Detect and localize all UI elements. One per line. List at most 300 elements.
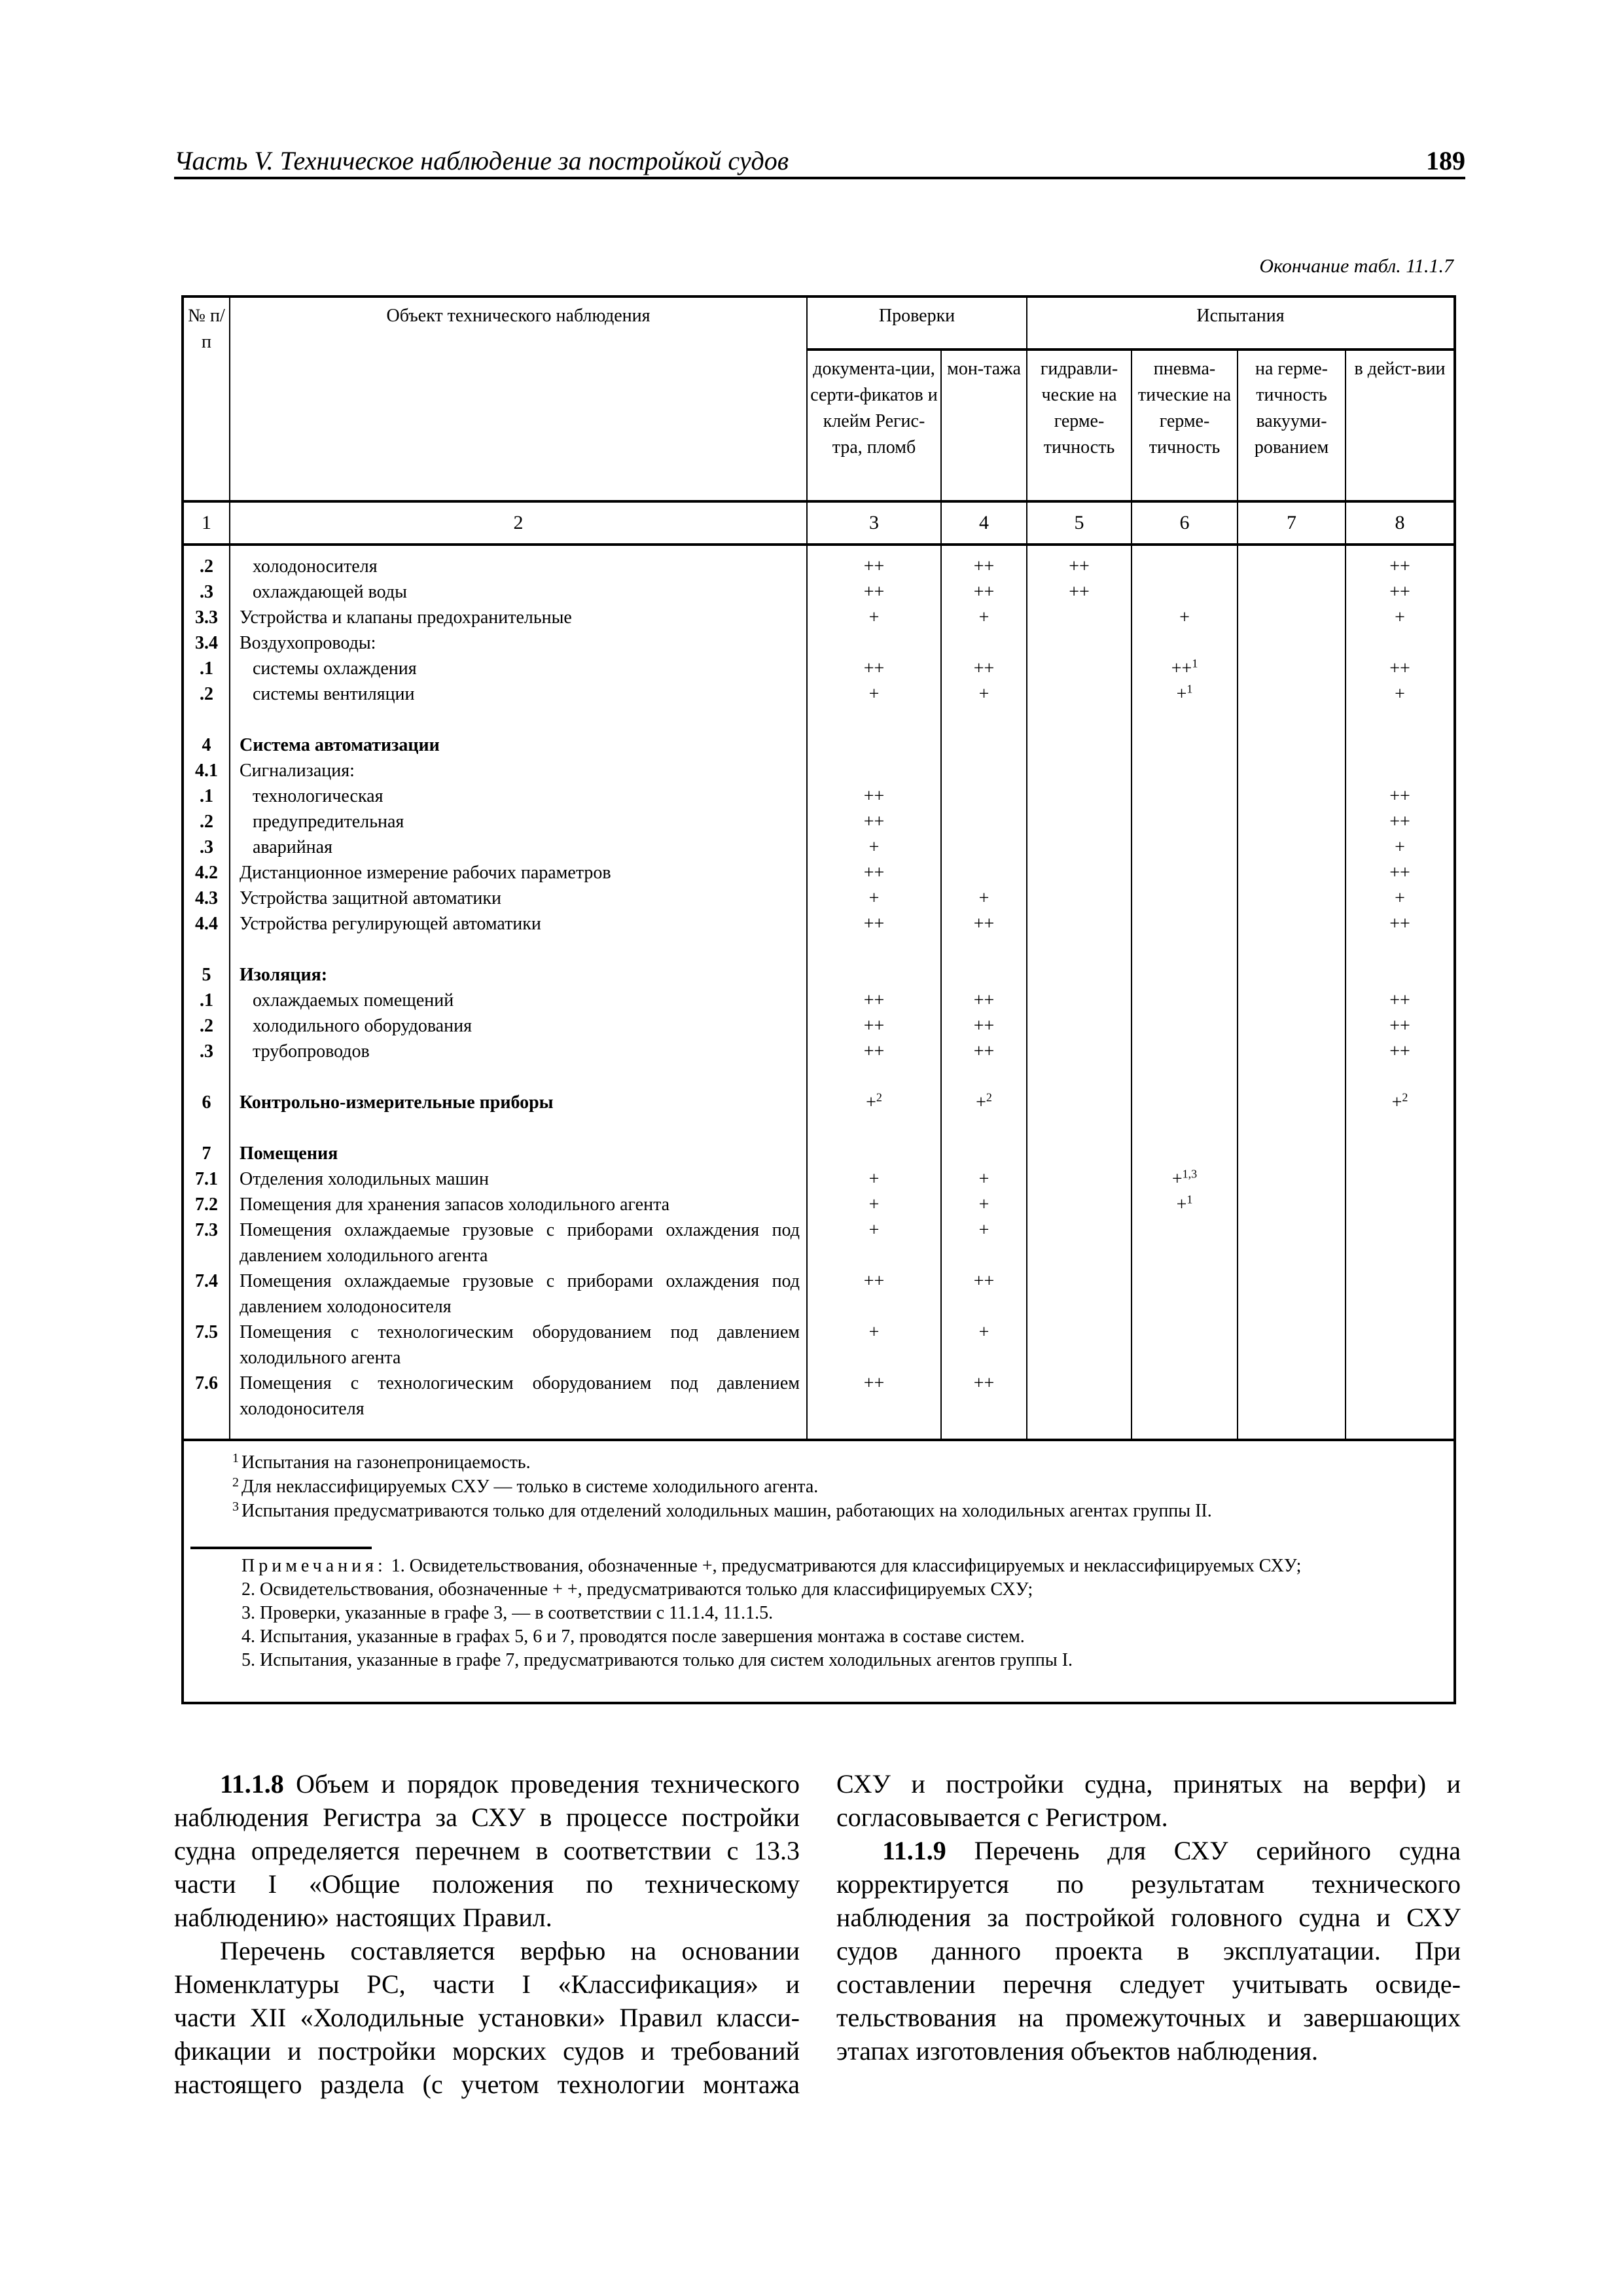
row-mark-col-6: [1132, 1192, 1238, 1217]
mark: +: [1176, 1194, 1187, 1215]
row-mark-col-3: [807, 554, 941, 579]
mark: +: [978, 1169, 990, 1189]
row-mark-col-4: [941, 962, 1027, 988]
row-mark-col-6: [1132, 681, 1238, 707]
row-mark-col-4: [941, 758, 1027, 783]
row-object: технологическая: [230, 783, 807, 809]
text-line: [836, 1934, 1461, 1967]
mark: +: [868, 1194, 880, 1215]
text-line: [174, 1901, 800, 1934]
row-number: 4.4: [183, 911, 230, 937]
mark: ++: [863, 658, 885, 679]
line-text: корректируется по результатам технического: [836, 1869, 1461, 1899]
row-mark-col-4: [941, 988, 1027, 1013]
mark: ++: [863, 914, 885, 934]
row-mark-col-7: [1238, 554, 1346, 579]
row-object: Система автоматизации: [230, 732, 807, 758]
row-object: холодоносителя: [230, 554, 807, 579]
page-number: 189: [1426, 146, 1465, 175]
mark: +: [868, 607, 880, 628]
row-mark-col-8: [1346, 605, 1455, 630]
mark: ++: [1069, 582, 1090, 602]
row-mark-col-8: [1346, 962, 1455, 988]
line-text: тельствования на промежуточных и завершающих: [836, 2003, 1461, 2032]
row-mark-col-8: [1346, 1217, 1455, 1268]
text-line: [836, 1767, 1461, 1801]
row-number: 6: [183, 1090, 230, 1115]
row-mark-col-8: [1346, 579, 1455, 605]
row-mark-col-7: [1238, 1013, 1346, 1039]
line-text: части XII «Холодильные установки» Правил класси-: [174, 2003, 800, 2032]
mark: ++: [863, 863, 885, 883]
row-object: Сигнализация:: [230, 758, 807, 783]
row-object: холодильного оборудования: [230, 1013, 807, 1039]
text-column-right: [836, 1767, 1461, 2068]
mark: ++: [973, 914, 995, 934]
row-mark-col-3: [807, 809, 941, 834]
row-number: 7.2: [183, 1192, 230, 1217]
line-text: Номенклатуры РС, части I «Классификация» и: [174, 1969, 800, 1999]
mark: +: [1395, 888, 1405, 908]
row-mark-col-8: [1346, 1039, 1455, 1064]
mark: +: [866, 1092, 876, 1113]
mark: ++: [1171, 658, 1192, 679]
row-mark-col-5: [1027, 783, 1132, 809]
mark: +: [868, 888, 880, 908]
mark: +: [978, 1220, 990, 1240]
row-mark-col-7: [1238, 809, 1346, 834]
row-number: 4.2: [183, 860, 230, 886]
row-mark-col-4: [941, 630, 1027, 656]
mark: +: [1171, 1169, 1183, 1189]
row-mark-col-3: [807, 1141, 941, 1166]
line-text: фикации и постройки морских судов и требований: [174, 2036, 800, 2066]
text-line: [174, 1834, 800, 1867]
row-mark-col-6: [1132, 656, 1238, 681]
line-text: СХУ и постройки судна, принятых на верфи) и: [836, 1769, 1461, 1799]
mark: +: [868, 684, 880, 704]
row-mark-col-5: [1027, 732, 1132, 758]
table-row: [183, 860, 1455, 886]
text-line: [174, 1934, 800, 1967]
row-mark-col-6: [1132, 886, 1238, 911]
mark: ++: [973, 1373, 995, 1393]
table-row: [183, 579, 1455, 605]
mark: ++: [863, 1271, 885, 1291]
table-row: [183, 758, 1455, 783]
mark: +: [1176, 684, 1187, 704]
row-mark-col-3: [807, 732, 941, 758]
column-number: 3: [807, 501, 941, 545]
row-mark-col-8: [1346, 911, 1455, 937]
row-number: .3: [183, 579, 230, 605]
row-mark-col-6: [1132, 1319, 1238, 1371]
row-mark-col-6: [1132, 1141, 1238, 1166]
spacer-row: [183, 937, 1455, 962]
mark: +: [868, 1220, 880, 1240]
note-text: 3. Проверки, указанные в графе 3, — в соответствии с 11.1.4, 11.1.5.: [241, 1603, 774, 1623]
table-row: [183, 1268, 1455, 1319]
row-mark-col-6: [1132, 630, 1238, 656]
row-number: 4: [183, 732, 230, 758]
mark: ++: [1389, 556, 1410, 577]
row-mark-col-6: [1132, 962, 1238, 988]
row-mark-col-3: [807, 860, 941, 886]
text-line: [836, 1834, 1461, 1867]
row-number: .2: [183, 809, 230, 834]
table-row: [183, 783, 1455, 809]
row-mark-col-4: [941, 1192, 1027, 1217]
row-number: 7.1: [183, 1166, 230, 1192]
row-object: трубопроводов: [230, 1039, 807, 1064]
row-mark-col-8: [1346, 1268, 1455, 1319]
spacer-row: [183, 707, 1455, 732]
line-text: наблюдения за постройкой головного судна и СХУ: [836, 1903, 1461, 1932]
footnote-ref: 1: [1192, 656, 1198, 670]
table-row: [183, 834, 1455, 860]
mark: ++: [1389, 1041, 1410, 1062]
mark: ++: [973, 658, 995, 679]
table-row: [183, 1319, 1455, 1371]
row-mark-col-6: [1132, 1039, 1238, 1064]
line-text: Объем и порядок проведения технического: [283, 1769, 800, 1799]
row-mark-col-3: [807, 656, 941, 681]
mark: ++: [863, 556, 885, 577]
row-object: аварийная: [230, 834, 807, 860]
row-mark-col-5: [1027, 860, 1132, 886]
table-row: [183, 554, 1455, 579]
row-mark-col-6: [1132, 732, 1238, 758]
table-row: [183, 1217, 1455, 1268]
row-mark-col-8: [1346, 758, 1455, 783]
footnote-text: Для неклассифицируемых СХУ — только в системе холодильного агента.: [241, 1477, 819, 1497]
row-mark-col-8: [1346, 681, 1455, 707]
row-mark-col-3: [807, 579, 941, 605]
text-line: [174, 1967, 800, 2001]
row-mark-col-6: [1132, 1166, 1238, 1192]
row-mark-col-4: [941, 834, 1027, 860]
row-mark-col-3: [807, 1039, 941, 1064]
row-number: .3: [183, 1039, 230, 1064]
mark: +: [978, 607, 990, 628]
row-mark-col-6: [1132, 758, 1238, 783]
line-text: согласовывается с Регистром.: [836, 1803, 1168, 1832]
row-mark-col-8: [1346, 1141, 1455, 1166]
row-mark-col-3: [807, 605, 941, 630]
row-mark-col-7: [1238, 1090, 1346, 1115]
column-number: 5: [1027, 501, 1132, 545]
row-object: охлаждающей воды: [230, 579, 807, 605]
header-object: Объект технического наблюдения: [230, 296, 807, 501]
note: [184, 1554, 1454, 1578]
table-row: [183, 630, 1455, 656]
mark: ++: [863, 812, 885, 832]
row-mark-col-7: [1238, 681, 1346, 707]
row-mark-col-4: [941, 732, 1027, 758]
section-number: 11.1.8: [220, 1769, 284, 1799]
row-mark-col-3: [807, 988, 941, 1013]
text-line: [836, 1867, 1461, 1901]
row-mark-col-8: [1346, 1192, 1455, 1217]
mark: +: [868, 1322, 880, 1342]
row-number: .2: [183, 554, 230, 579]
note-text: 5. Испытания, указанные в графе 7, предусматриваются только для систем холодильных агентов группы I.: [241, 1650, 1073, 1670]
footnote: [184, 1499, 1454, 1523]
row-number: .1: [183, 656, 230, 681]
row-object: Помещения: [230, 1141, 807, 1166]
row-mark-col-4: [941, 605, 1027, 630]
row-mark-col-8: [1346, 732, 1455, 758]
note-text: 4. Испытания, указанные в графах 5, 6 и 7, проводятся после завершения монтажа в составе систем.: [241, 1626, 1025, 1647]
footnote-ref: 2: [1402, 1090, 1408, 1104]
row-mark-col-7: [1238, 656, 1346, 681]
row-mark-col-5: [1027, 758, 1132, 783]
spacer-row: [183, 545, 1455, 554]
row-object: Помещения с технологическим оборудованием под давлением холодильного агента: [230, 1319, 807, 1371]
row-mark-col-6: [1132, 809, 1238, 834]
row-mark-col-7: [1238, 732, 1346, 758]
row-mark-col-7: [1238, 1166, 1346, 1192]
row-mark-col-4: [941, 1013, 1027, 1039]
table-row: [183, 1013, 1455, 1039]
footnote-ref: 1,3: [1182, 1167, 1198, 1181]
mark: ++: [973, 1016, 995, 1036]
row-number: 4.3: [183, 886, 230, 911]
row-mark-col-5: [1027, 988, 1132, 1013]
row-mark-col-6: [1132, 988, 1238, 1013]
row-number: .3: [183, 834, 230, 860]
row-object: Воздухопроводы:: [230, 630, 807, 656]
text-line: [174, 2001, 800, 2034]
row-mark-col-7: [1238, 1268, 1346, 1319]
table-footnotes: [183, 1440, 1455, 1703]
line-text: Перечень составляется верфью на основании: [220, 1936, 800, 1965]
row-mark-col-8: [1346, 834, 1455, 860]
row-mark-col-5: [1027, 1090, 1132, 1115]
mark: ++: [1389, 658, 1410, 679]
text-line: [836, 1801, 1461, 1834]
row-mark-col-5: [1027, 1013, 1132, 1039]
line-text: Перечень для СХУ серийного судна: [946, 1836, 1461, 1865]
row-number: 7.5: [183, 1319, 230, 1371]
table-row: [183, 681, 1455, 707]
row-mark-col-8: [1346, 809, 1455, 834]
row-object: Устройства регулирующей автоматики: [230, 911, 807, 937]
mark: ++: [973, 1271, 995, 1291]
row-number: 5: [183, 962, 230, 988]
running-header-title: Часть V. Техническое наблюдение за постройкой судов: [174, 146, 789, 175]
column-number: 8: [1346, 501, 1455, 545]
row-mark-col-4: [941, 860, 1027, 886]
mark: ++: [973, 990, 995, 1011]
row-mark-col-3: [807, 1192, 941, 1217]
line-text: наблюдению» настоящих Правил.: [174, 1903, 552, 1932]
row-mark-col-3: [807, 834, 941, 860]
notes-label: Примечания:: [241, 1556, 387, 1576]
mark: ++: [863, 1041, 885, 1062]
line-text: судна определяется перечнем в соответствии с 13.3: [174, 1836, 800, 1865]
row-mark-col-7: [1238, 834, 1346, 860]
row-mark-col-8: [1346, 886, 1455, 911]
row-mark-col-6: [1132, 1371, 1238, 1422]
footnote: [184, 1475, 1454, 1499]
row-object: Устройства и клапаны предохранительные: [230, 605, 807, 630]
mark: ++: [1389, 786, 1410, 806]
row-mark-col-3: [807, 1319, 941, 1371]
mark: +: [978, 1322, 990, 1342]
spacer-row: [183, 1422, 1455, 1440]
row-mark-col-8: [1346, 1013, 1455, 1039]
table-row: [183, 809, 1455, 834]
row-mark-col-3: [807, 758, 941, 783]
row-number: 3.3: [183, 605, 230, 630]
mark: +: [1395, 607, 1405, 628]
row-mark-col-4: [941, 579, 1027, 605]
row-mark-col-5: [1027, 1166, 1132, 1192]
footnote-ref: 2: [986, 1090, 992, 1104]
text-line: [174, 2034, 800, 2068]
text-line: [174, 1867, 800, 1901]
row-mark-col-4: [941, 1090, 1027, 1115]
row-mark-col-7: [1238, 1039, 1346, 1064]
footnote-mark: 2: [232, 1475, 239, 1490]
row-mark-col-5: [1027, 656, 1132, 681]
table-continuation-caption: Окончание табл. 11.1.7: [1259, 255, 1454, 277]
row-mark-col-4: [941, 1217, 1027, 1268]
section-number: 11.1.9: [882, 1836, 946, 1865]
row-number: .1: [183, 988, 230, 1013]
row-mark-col-3: [807, 681, 941, 707]
row-mark-col-4: [941, 886, 1027, 911]
header-no: № п/п: [183, 296, 230, 501]
table-row: [183, 732, 1455, 758]
row-mark-col-6: [1132, 834, 1238, 860]
row-number: .2: [183, 681, 230, 707]
note-text: 2. Освидетельствования, обозначенные + +, предусматриваются только для классифицируемых СХУ;: [241, 1579, 1033, 1600]
row-object: системы вентиляции: [230, 681, 807, 707]
row-mark-col-4: [941, 681, 1027, 707]
row-mark-col-8: [1346, 1166, 1455, 1192]
row-number: 7.6: [183, 1371, 230, 1422]
row-mark-col-8: [1346, 860, 1455, 886]
line-text: части I «Общие положения по техническому: [174, 1869, 800, 1899]
row-object: Помещения с технологическим оборудованием под давлением холодоносителя: [230, 1371, 807, 1422]
row-mark-col-5: [1027, 1268, 1132, 1319]
row-mark-col-7: [1238, 605, 1346, 630]
subheader-col-8: в дейст-вии: [1346, 350, 1455, 501]
row-mark-col-5: [1027, 1039, 1132, 1064]
note: [184, 1602, 1454, 1625]
mark: +: [976, 1092, 986, 1113]
row-mark-col-7: [1238, 1319, 1346, 1371]
table-row: [183, 605, 1455, 630]
mark: ++: [1389, 863, 1410, 883]
column-number: 7: [1238, 501, 1346, 545]
text-column-left: [174, 1767, 800, 2101]
column-number: 1: [183, 501, 230, 545]
row-mark-col-6: [1132, 1268, 1238, 1319]
row-mark-col-7: [1238, 962, 1346, 988]
row-object: Изоляция:: [230, 962, 807, 988]
mark: ++: [1389, 1016, 1410, 1036]
row-mark-col-5: [1027, 579, 1132, 605]
row-mark-col-4: [941, 1319, 1027, 1371]
row-mark-col-3: [807, 1013, 941, 1039]
table-row: [183, 1166, 1455, 1192]
row-mark-col-8: [1346, 1319, 1455, 1371]
header-checks: Проверки: [807, 296, 1027, 350]
mark: ++: [1389, 990, 1410, 1011]
mark: ++: [973, 1041, 995, 1062]
row-object: Отделения холодильных машин: [230, 1166, 807, 1192]
row-mark-col-4: [941, 554, 1027, 579]
subheader-col-3: документа-ции, серти-фикатов и клейм Регис-тра, пломб: [807, 350, 941, 501]
row-mark-col-4: [941, 809, 1027, 834]
row-mark-col-7: [1238, 783, 1346, 809]
note: [184, 1649, 1454, 1672]
row-mark-col-7: [1238, 886, 1346, 911]
row-mark-col-8: [1346, 656, 1455, 681]
column-number: 6: [1132, 501, 1238, 545]
row-mark-col-5: [1027, 809, 1132, 834]
spacer-row: [183, 1115, 1455, 1141]
row-mark-col-6: [1132, 1090, 1238, 1115]
row-number: 4.1: [183, 758, 230, 783]
mark: +: [1395, 837, 1405, 857]
note: [184, 1578, 1454, 1602]
table-row: [183, 911, 1455, 937]
table-row: [183, 886, 1455, 911]
row-number: .1: [183, 783, 230, 809]
row-mark-col-7: [1238, 1192, 1346, 1217]
mark: ++: [973, 582, 995, 602]
text-line: [174, 1801, 800, 1834]
row-mark-col-4: [941, 911, 1027, 937]
row-number: 7: [183, 1141, 230, 1166]
row-mark-col-6: [1132, 1013, 1238, 1039]
row-mark-col-3: [807, 783, 941, 809]
mark: +: [1391, 1092, 1402, 1113]
spacer-row: [183, 1064, 1455, 1090]
row-mark-col-5: [1027, 962, 1132, 988]
mark: +: [868, 837, 880, 857]
row-mark-col-5: [1027, 1371, 1132, 1422]
row-mark-col-8: [1346, 1371, 1455, 1422]
table-row: [183, 988, 1455, 1013]
row-mark-col-8: [1346, 988, 1455, 1013]
footnote-mark: 3: [232, 1499, 239, 1514]
table-row: [183, 1141, 1455, 1166]
row-mark-col-5: [1027, 911, 1132, 937]
footnote-ref: 2: [876, 1090, 882, 1104]
mark: +: [1179, 607, 1190, 628]
mark: ++: [863, 990, 885, 1011]
row-mark-col-6: [1132, 911, 1238, 937]
mark: ++: [863, 582, 885, 602]
table-row: [183, 962, 1455, 988]
row-mark-col-3: [807, 630, 941, 656]
subheader-col-5: гидравли-ческие на герме-тичность: [1027, 350, 1132, 501]
row-mark-col-3: [807, 911, 941, 937]
row-object: Помещения для хранения запасов холодильного агента: [230, 1192, 807, 1217]
subheader-col-6: пневма-тические на герме-тичность: [1132, 350, 1238, 501]
row-mark-col-4: [941, 783, 1027, 809]
line-text: составлении перечня следует учитывать освиде-: [836, 1969, 1461, 1999]
row-mark-col-3: [807, 1371, 941, 1422]
row-mark-col-5: [1027, 1319, 1132, 1371]
line-text: этапах изготовления объектов наблюдения.: [836, 2036, 1319, 2066]
row-mark-col-3: [807, 1217, 941, 1268]
